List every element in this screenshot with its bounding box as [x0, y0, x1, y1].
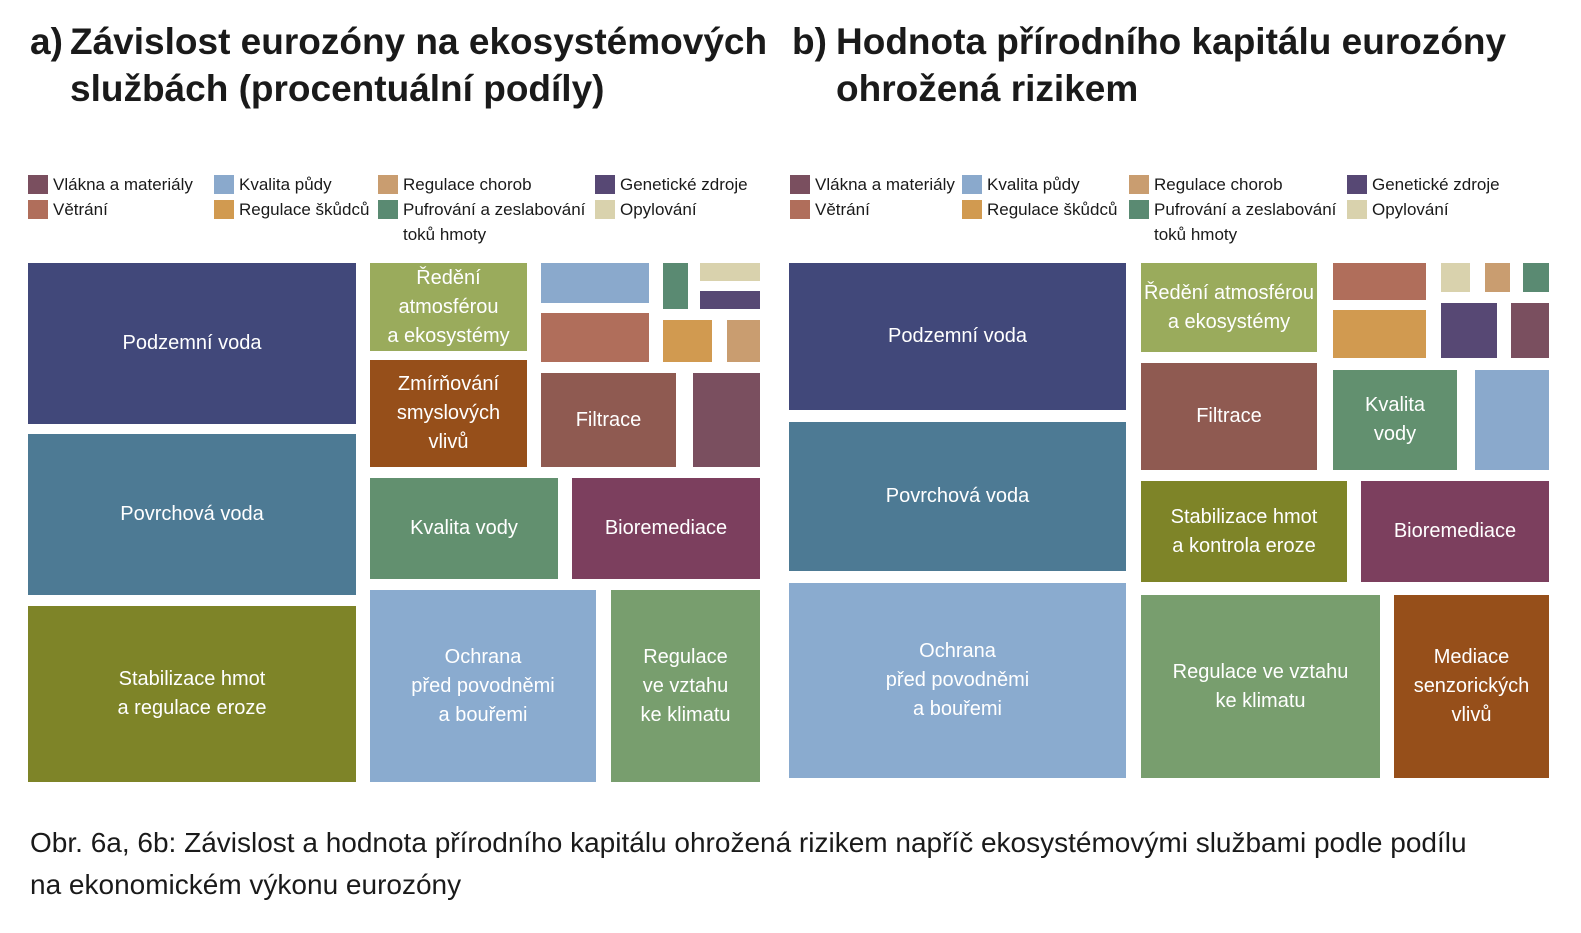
legend-swatch: [1347, 200, 1367, 219]
legend-swatch: [214, 175, 234, 194]
treemap-a-tile-bioremediace: [572, 478, 760, 579]
treemap-b-tile-bioremediace: [1361, 481, 1549, 582]
legend-label: Opylování: [1372, 200, 1449, 219]
legend-label: Regulace škůdců: [239, 200, 370, 219]
treemap-a-tile-kvalita_pudy: [541, 263, 649, 303]
legend-label: Genetické zdroje: [1372, 175, 1500, 194]
tile-label: Filtrace: [1196, 405, 1262, 427]
treemap-a-tile-filtrace: [541, 373, 676, 467]
treemap-a-tile-vetrani: [541, 313, 649, 362]
legend-label: Kvalita půdy: [987, 175, 1080, 194]
panel-b-letter: b): [792, 21, 827, 62]
legend-swatch: [595, 200, 615, 219]
treemap-a-tile-povrchova: [28, 434, 356, 595]
treemap-b-tile-podzemni: [789, 263, 1126, 410]
tile-label: Podzemní voda: [122, 332, 262, 354]
tile-label: Povrchová voda: [885, 485, 1030, 507]
panel-a-title-line1: Závislost eurozóny na ekosystémových: [70, 21, 768, 62]
treemap-b-tile-zmirnovani: [1394, 595, 1549, 778]
legend-swatch: [962, 175, 982, 194]
legend-swatch: [214, 200, 234, 219]
treemap-b-tile-regulace_chorob: [1485, 263, 1510, 292]
legend-swatch: [1347, 175, 1367, 194]
treemap-b-tile-redeni: [1141, 263, 1317, 352]
tile-label: Regulace ve vztahu ke klimatu: [1172, 660, 1349, 712]
panel-b-title-line2: ohrožená rizikem: [836, 68, 1139, 109]
treemap-b-tile-regulace_skudcu: [1333, 310, 1426, 358]
legend-label: Pufrování a zeslabování: [1154, 200, 1337, 219]
treemap-a-tile-podzemni: [28, 263, 356, 424]
treemap-b-tile-povrchova: [789, 422, 1126, 571]
legend-label: Vlákna a materiály: [815, 175, 955, 194]
legend-label: Kvalita půdy: [239, 175, 332, 194]
tile-label: Filtrace: [575, 408, 642, 431]
treemap-b-tile-kvalita_vody: [1333, 370, 1457, 470]
legend-a: [28, 172, 768, 252]
tile-label: Ochrana před povodněmi a bouřemi: [411, 645, 555, 726]
treemap-a-tile-redeni: [370, 263, 527, 351]
legend-swatch: [1129, 175, 1149, 194]
panel-b-title-line1: Hodnota přírodního kapitálu eurozóny: [836, 21, 1507, 62]
legend-b: [790, 172, 1570, 252]
treemap-b-tile-filtrace: [1141, 363, 1317, 470]
legend-label: Pufrování a zeslabování: [403, 200, 586, 219]
treemap-b-tile-geneticke: [1441, 303, 1497, 358]
treemap-a-tile-regulace_skudcu: [663, 320, 712, 362]
panel-a-title-line2: službách (procentuální podíly): [70, 68, 605, 109]
legend-label: Regulace chorob: [1154, 175, 1283, 194]
legend-label: Opylování: [620, 200, 697, 219]
legend-swatch: [1129, 200, 1149, 219]
legend-label: Větrání: [815, 200, 870, 219]
panel-a-title: [30, 18, 770, 118]
tile-label: Ředění atmosférou a ekosystémy: [1143, 281, 1315, 333]
legend-label-line2: toků hmoty: [403, 225, 487, 244]
tile-label: Podzemní voda: [888, 325, 1027, 347]
treemap-b-tile-stabilizace: [1141, 481, 1347, 582]
tile-label: Kvalita vody: [410, 517, 518, 539]
treemap-a-tile-geneticke: [700, 291, 760, 309]
treemap-b-tile-pufrovani: [1523, 263, 1549, 292]
tile-label: Regulace ve vztahu ke klimatu: [640, 645, 731, 726]
tile-label: Stabilizace hmot a regulace eroze: [117, 668, 267, 719]
treemap-b-tile-opylovani: [1441, 263, 1470, 292]
legend-label: Regulace škůdců: [987, 200, 1118, 219]
legend-label-line2: toků hmoty: [1154, 225, 1238, 244]
treemap-a-tile-zmirnovani: [370, 360, 527, 467]
legend-swatch: [28, 200, 48, 219]
legend-swatch: [595, 175, 615, 194]
treemap-a-tile-kvalita_vody: [370, 478, 558, 579]
caption-line1: Obr. 6a, 6b: Závislost a hodnota přírodního kapitálu ohrožená rizikem napříč ekosystémovými službami podle podílu: [30, 827, 1467, 858]
figure-caption: [30, 822, 1560, 906]
treemap-a-tile-vlakna: [693, 373, 760, 467]
treemap-a-tile-regulace_chorob: [727, 320, 760, 362]
tile-label: Povrchová voda: [120, 503, 264, 525]
tile-label: Kvalita vody: [1364, 394, 1426, 445]
legend-swatch: [962, 200, 982, 219]
panel-a-letter: a): [30, 21, 63, 62]
legend-label: Vlákna a materiály: [53, 175, 193, 194]
tile-label: Ochrana před povodněmi a bouřemi: [885, 640, 1030, 720]
legend-label: Větrání: [53, 200, 108, 219]
treemap-b-tile-klima: [1141, 595, 1380, 778]
tile-label: Bioremediace: [604, 517, 728, 539]
legend-swatch: [28, 175, 48, 194]
tile-label: Ředění atmosférou a ekosystémy: [387, 266, 510, 347]
caption-line2: na ekonomickém výkonu eurozóny: [30, 869, 462, 900]
legend-swatch: [790, 200, 810, 219]
panel-b-title: [792, 18, 1572, 118]
treemap-b-tile-kvalita_pudy: [1475, 370, 1549, 470]
treemap-b-tile-vlakna: [1511, 303, 1549, 358]
legend-swatch: [378, 175, 398, 194]
treemap-b-tile-ochrana: [789, 583, 1126, 778]
treemap-a-tile-pufrovani: [663, 263, 688, 309]
tile-label: Stabilizace hmot a kontrola eroze: [1170, 505, 1318, 557]
legend-swatch: [378, 200, 398, 219]
treemap-b-tile-vetrani: [1333, 263, 1426, 300]
legend-swatch: [790, 175, 810, 194]
tile-label: Zmírňování smyslových vlivů: [396, 373, 501, 453]
legend-label: Genetické zdroje: [620, 175, 748, 194]
treemap-a-tile-opylovani: [700, 263, 760, 281]
treemap-a-tile-ochrana: [370, 590, 596, 782]
treemap-a-tile-stabilizace: [28, 606, 356, 782]
treemap-a-tile-klima: [611, 590, 760, 782]
tile-label: Mediace senzorických vlivů: [1413, 646, 1530, 726]
tile-label: Bioremediace: [1393, 520, 1517, 542]
legend-label: Regulace chorob: [403, 175, 532, 194]
